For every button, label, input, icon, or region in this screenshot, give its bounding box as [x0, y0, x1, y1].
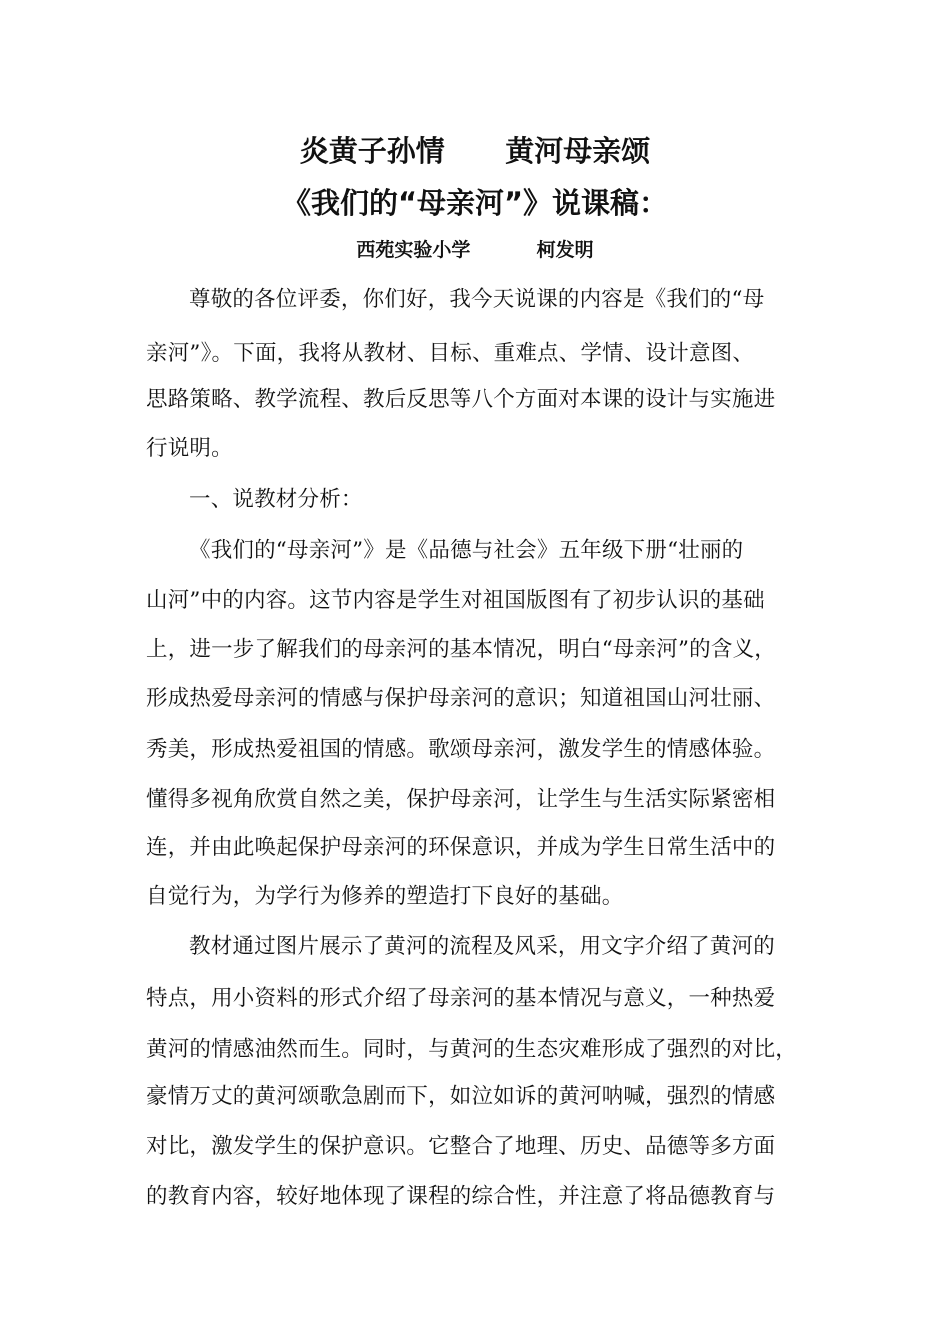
body-line: 豪情万丈的黄河颂歌急剧而下，如泣如诉的黄河呐喊，强烈的情感	[146, 1084, 776, 1109]
body-line: 形成热爱母亲河的情感与保护母亲河的意识；知道祖国山河壮丽、	[146, 686, 776, 711]
section-heading: 一、说教材分析：	[189, 487, 363, 512]
body-line: 思路策略、教学流程、教后反思等八个方面对本课的设计与实施进	[146, 387, 776, 412]
body-line: 教材通过图片展示了黄河的流程及风采，用文字介绍了黄河的	[189, 934, 775, 959]
body-line: 懂得多视角欣赏自然之美，保护母亲河，让学生与生活实际紧密相	[146, 787, 776, 812]
title-line-1: 炎黄子孙情 黄河母亲颂	[299, 134, 651, 168]
body-line: 行说明。	[146, 436, 233, 461]
body-line: 《我们的“母亲河”》是《品德与社会》五年级下册“壮丽的	[189, 538, 744, 563]
title-line-2: 《我们的“母亲河”》说课稿：	[281, 186, 669, 220]
body-line: 上，进一步了解我们的母亲河的基本情况，明白“母亲河”的含义，	[146, 637, 776, 662]
author-line: 西苑实验小学 柯发明	[356, 239, 594, 261]
body-line: 山河”中的内容。这节内容是学生对祖国版图有了初步认识的基础	[146, 588, 765, 613]
body-line: 的教育内容，较好地体现了课程的综合性，并注意了将品德教育与	[146, 1184, 776, 1209]
body-line: 特点，用小资料的形式介绍了母亲河的基本情况与意义，一种热爱	[146, 986, 776, 1011]
body-line: 对比，激发学生的保护意识。它整合了地理、历史、品德等多方面	[146, 1134, 776, 1159]
body-line: 黄河的情感油然而生。同时，与黄河的生态灾难形成了强烈的对比，	[146, 1037, 798, 1062]
body-line: 自觉行为，为学行为修养的塑造打下良好的基础。	[146, 884, 624, 909]
body-line: 亲河”》。下面，我将从教材、目标、重难点、学情、设计意图、	[146, 341, 755, 366]
body-line: 连，并由此唤起保护母亲河的环保意识，并成为学生日常生活中的	[146, 835, 776, 860]
body-line: 尊敬的各位评委，你们好，我今天说课的内容是《我们的“母	[189, 287, 765, 312]
body-line: 秀美，形成热爱祖国的情感。歌颂母亲河，激发学生的情感体验。	[146, 737, 776, 762]
